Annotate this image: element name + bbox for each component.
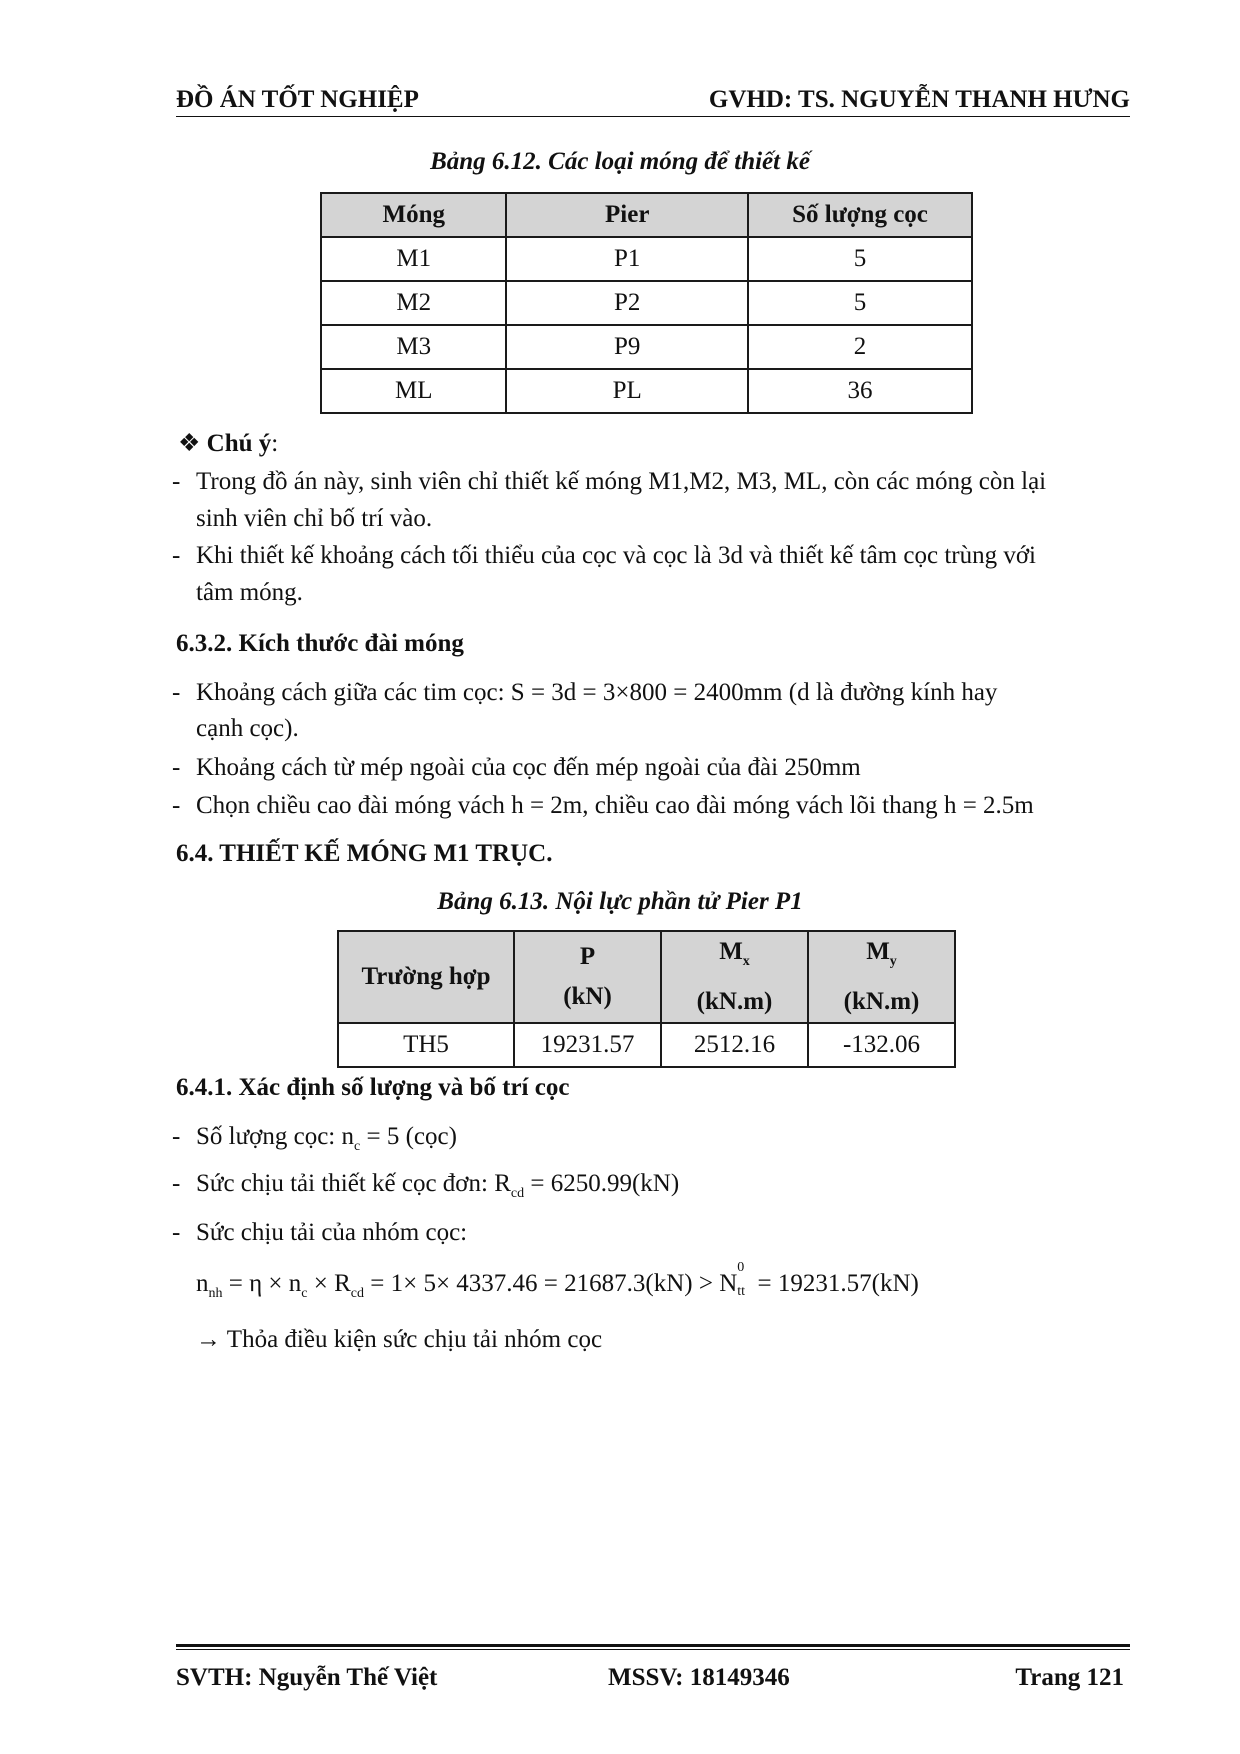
table-cell: 2	[748, 325, 972, 369]
item-text: Sức chịu tải thiết kế cọc đơn:	[196, 1170, 495, 1197]
subscript: tt	[737, 1284, 746, 1299]
subscript: nh	[208, 1286, 223, 1301]
table-cell: P9	[506, 325, 748, 369]
table-cell: ML	[321, 369, 506, 413]
section-632-heading: 6.3.2. Kích thước đài móng	[176, 630, 464, 657]
table-cell: TH5	[338, 1023, 514, 1067]
formula-part: × R	[307, 1270, 351, 1297]
dash-bullet-icon: -	[172, 754, 181, 781]
footer-rule	[176, 1644, 1130, 1647]
formula-part: n	[196, 1270, 209, 1297]
foundation-types-table	[320, 192, 973, 414]
table-cell: M1	[321, 237, 506, 281]
subscript: c	[301, 1286, 308, 1301]
table1-header-pier: Pier	[506, 193, 748, 237]
table2-header-my	[808, 931, 955, 1023]
footer-page-number: Trang 121	[1015, 1664, 1124, 1691]
header-advisor: GVHD: TS. NGUYỄN THANH HƯNG	[708, 86, 1130, 113]
table2-header-p	[514, 931, 661, 1023]
table-cell: P2	[506, 281, 748, 325]
superscript: 0	[737, 1260, 745, 1275]
table-cell: -132.06	[808, 1023, 955, 1067]
subscript: cd	[510, 1186, 525, 1201]
section-632-item-2: Khoảng cách từ mép ngoài của cọc đến mép ngoài của đài 250mm	[196, 754, 861, 781]
dash-bullet-icon: -	[172, 679, 181, 706]
header-unit: (kN.m)	[843, 988, 920, 1015]
footer-student: SVTH: Nguyễn Thế Việt	[176, 1664, 438, 1691]
subscript: c	[354, 1139, 361, 1154]
subscript: cd	[350, 1286, 364, 1301]
section-632-item-1	[196, 677, 997, 709]
table2-caption: Bảng 6.13. Nội lực phần tử Pier P1	[437, 888, 803, 915]
table1-caption: Bảng 6.12. Các loại móng để thiết kế	[430, 148, 810, 175]
group-capacity-formula	[196, 1260, 919, 1310]
spacing-formula: S = 3d = 3×800 = 2400mm	[510, 679, 783, 706]
table-cell: 5	[748, 237, 972, 281]
formula-part: = η × n	[222, 1270, 302, 1297]
pile-count-value: = 5	[360, 1123, 400, 1150]
item-text: Chọn chiều cao đài móng vách	[196, 792, 512, 819]
section-641-item-1	[196, 1121, 457, 1163]
page-header	[176, 84, 1130, 120]
section-64-heading: 6.4. THIẾT KẾ MÓNG M1 TRỤC.	[176, 840, 553, 867]
note-item-2-line-2: tâm móng.	[196, 579, 303, 606]
table-row	[321, 325, 972, 369]
table-cell: 2512.16	[661, 1023, 808, 1067]
table-row	[321, 369, 972, 413]
header-unit: (kN)	[563, 983, 612, 1010]
item-text: (d là đường kính hay	[782, 679, 998, 706]
diamond-bullet-icon: ❖	[178, 430, 201, 457]
note-heading	[178, 428, 278, 460]
core-cap-height-formula: h = 2.5m	[943, 792, 1034, 819]
header-symbol: M	[866, 938, 890, 965]
pile-count-symbol: n	[341, 1123, 355, 1150]
header-unit: (kN.m)	[696, 988, 773, 1015]
item-text: , chiều cao đài móng vách lõi thang	[582, 792, 944, 819]
table-cell: 19231.57	[514, 1023, 661, 1067]
formula-part: = 1× 5× 4337.46 = 21687.3(kN) > N	[364, 1270, 738, 1297]
section-641-item-2	[196, 1168, 679, 1210]
dash-bullet-icon: -	[172, 1123, 181, 1150]
table2-header-case: Trường hợp	[338, 931, 514, 1023]
table-cell: P1	[506, 237, 748, 281]
header-symbol: P	[579, 943, 596, 970]
item-text: Khoảng cách giữa các tim cọc:	[196, 679, 511, 706]
note-item-2-line-1: Khi thiết kế khoảng cách tối thiểu của cọc và cọc là 3d và thiết kế tâm cọc trùng với	[196, 542, 1037, 569]
dash-bullet-icon: -	[172, 1219, 181, 1246]
pier-forces-table	[337, 930, 956, 1068]
header-subscript: x	[742, 954, 750, 969]
table-row	[338, 1023, 955, 1067]
header-rule	[176, 116, 1130, 117]
table-row	[321, 237, 972, 281]
table-cell: PL	[506, 369, 748, 413]
capacity-value: = 6250.99(kN)	[524, 1170, 680, 1197]
note-title: Chú ý	[206, 430, 272, 457]
item-text: (cọc)	[399, 1123, 457, 1150]
table-cell: M3	[321, 325, 506, 369]
footer-student-id: MSSV: 18149346	[608, 1664, 790, 1691]
header-symbol: M	[719, 938, 743, 965]
note-item-1-line-1: Trong đồ án này, sinh viên chỉ thiết kế móng M1,M2, M3, ML, còn các móng còn lại	[196, 468, 1047, 495]
table1-header-so-luong-coc: Số lượng cọc	[748, 193, 972, 237]
wall-cap-height-formula: h = 2m	[511, 792, 583, 819]
table-row	[321, 281, 972, 325]
dash-bullet-icon: -	[172, 1170, 181, 1197]
item-text: Số lượng cọc:	[196, 1123, 342, 1150]
formula-part: = 19231.57(kN)	[751, 1270, 919, 1297]
section-632-item-3	[196, 790, 1034, 822]
section-641-item-3: Sức chịu tải của nhóm cọc:	[196, 1219, 468, 1246]
note-item-1-line-2: sinh viên chỉ bố trí vào.	[196, 505, 433, 532]
table-cell: 5	[748, 281, 972, 325]
super-sub-stack	[737, 1260, 751, 1299]
section-632-item-1-line-2: cạnh cọc).	[196, 715, 299, 742]
dash-bullet-icon: -	[172, 468, 181, 495]
capacity-symbol: R	[494, 1170, 511, 1197]
note-colon: :	[271, 430, 279, 457]
table2-header-mx	[661, 931, 808, 1023]
page-footer	[176, 1644, 1130, 1694]
dash-bullet-icon: -	[172, 542, 181, 569]
header-title: ĐỒ ÁN TỐT NGHIỆP	[176, 86, 419, 113]
table-cell: M2	[321, 281, 506, 325]
conclusion-text: → Thỏa điều kiện sức chịu tải nhóm cọc	[196, 1326, 603, 1353]
header-subscript: y	[889, 954, 897, 969]
dash-bullet-icon: -	[172, 792, 181, 819]
footer-rule-thin	[176, 1649, 1130, 1650]
section-641-heading: 6.4.1. Xác định số lượng và bố trí cọc	[176, 1074, 570, 1101]
table1-header-mong: Móng	[321, 193, 506, 237]
table-cell: 36	[748, 369, 972, 413]
